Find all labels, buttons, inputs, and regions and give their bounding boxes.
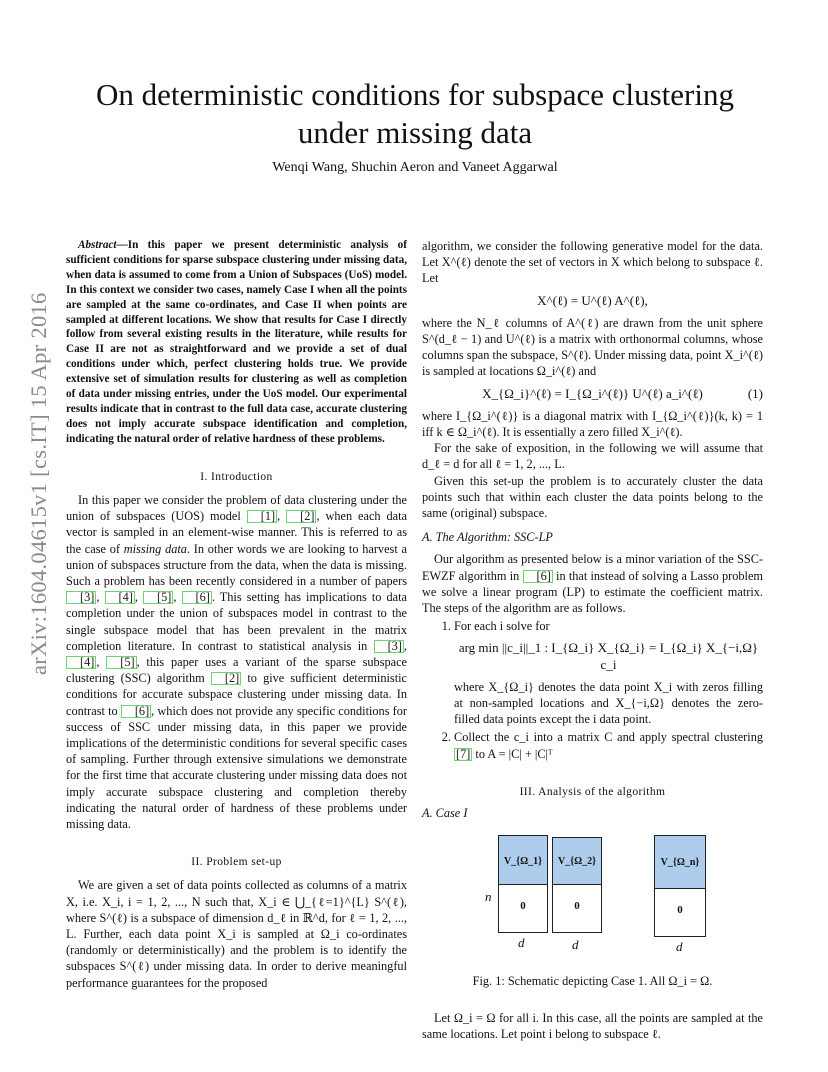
arxiv-identifier: arXiv:1604.04615v1 [cs.IT] 15 Apr 2016 [26,292,51,675]
intro-text: In this paper we consider the problem of data clustering under the union of subspaces (UOS) model [66,492,407,524]
citation-6[interactable]: [6] [121,705,151,718]
intro-text: , which does not provide any specific conditions for success of SSC under missing data, in this paper we provide implications of the deterministic conditions for several specific cases of sampling. Further through extensive simulations we demonstrate for the first time that accurate clustering under missing data does not imply accurate subspace clustering and completion thereby indicating the natural order of hardness of these problems under missing data. [66,703,407,831]
intro-emph: missing data [123,541,187,556]
step-2-text: Collect the c_i into a matrix C and apply spectral clustering [454,730,763,745]
citation-4[interactable]: [4] [105,591,135,604]
abstract-text: —In this paper we present deterministic analysis of sufficient conditions for sparse subspace clustering under missing data, when data is assumed to come from a Union of Subspaces (UoS) model. In this context we consider two cases, namely Case I when all the points are sampled at the same co-ordinates, and Case II when points are sampled at different locations. We show that results for Case I directly follow from several existing results in the literature, while results for Case II are not as straightforward and we provide a set of dual conditions under which, perfect clustering holds true. We provide extensive set of simulation results for clustering as well as completion of data under missing entries, under the UoS model. Our experimental results indicate that in contrast to the full data case, accurate clustering does not imply accurate subspace identification and completion, indicating the natural order of relative hardness of these problems. [66,239,407,445]
case-1-paragraph: Let Ω_i = Ω for all i. In this case, all the points are sampled at the same locations. Let point i belong to subspace ℓ. [422,1010,763,1041]
block-1-label: V_{Ω_1} [503,856,543,868]
citation-3[interactable]: [3] [66,591,96,604]
title-line-1: On deterministic conditions for subspace clustering [96,77,734,112]
subsection-case-1-heading: A. Case I [422,806,468,821]
block-n [654,835,706,937]
block-1-zero: 0 [520,900,526,913]
equation-model: X^(ℓ) = U^(ℓ) A^(ℓ), [537,292,648,308]
model-paragraph: algorithm, we consider the following generative model for the data. Let X^(ℓ) denote the set of vectors in X which belong to subspace ℓ. Let [422,239,763,286]
section-introduction-heading: I. Introduction [200,470,273,483]
paper-title [60,76,770,152]
citation-2[interactable]: [2] [211,672,241,685]
step-2-text: to A = |C| + |C|ᵀ [472,746,553,761]
exposition-paragraph: For the sake of exposition, in the following we will assume that d_ℓ = d for all ℓ = 1, 2, ..., L. [422,441,763,472]
citation-7[interactable]: [7] [456,746,471,761]
citation-6[interactable]: [6] [523,570,553,583]
intro-sep: , [277,509,287,524]
algorithm-step-2 [454,729,763,761]
block-2-label: V_{Ω_2} [557,856,597,868]
setup-paragraph: We are given a set of data points collected as columns of a matrix X, i.e. X_i, i = 1, 2, ..., N such that, X_i ∈ ⋃_{ℓ=1}^{L} S^(ℓ), where S^(ℓ) is a subspace of dimension d_ℓ in ℝ^d, for ℓ = 1, 2, ..., L. Further, each data point X_i is sampled at Ω_i co-ordinates (randomly or deterministically) and the problem is to identify the subspaces S^(ℓ) under missing data. In order to derive meaningful performance guarantees for the proposed [66,878,407,990]
equation-lp: arg min ||c_i||_1 : I_{Ω_i} X_{Ω_i} = I_{Ω_i} X_{−i,Ω} c_i [458,640,759,672]
intro-text: , this paper uses a variant of the sparse subspace clustering (SSC) algorithm [66,654,407,686]
step-1-text: For each i solve for [454,619,550,634]
figure-label-d: d [518,935,525,951]
subsection-algorithm-heading: A. The Algorithm: SSC-LP [422,530,553,545]
figure-1-caption: Fig. 1: Schematic depicting Case 1. All Ω_i = Ω. [472,974,713,989]
figure-label-d: d [676,939,683,955]
intro-text: . This setting has implications to data completion under the union of subspaces model in contrast to the single subspace model that has been prevalent in the matrix completion literature. In contrast to statistical analysis in [66,590,408,653]
model-description: where the N_ℓ columns of A^(ℓ) are drawn from the unit sphere S^(d_ℓ − 1) and U^(ℓ) is a matrix with orthonormal columns, whose columns span the subspace, S^(ℓ). Under missing data, point X_i^(ℓ) is sampled at locations Ω_i^(ℓ) and [422,315,763,379]
intro-text: , when each data vector is sampled in an element-wise manner. This is referred to as the case of [66,509,408,556]
citation-6[interactable]: [6] [182,591,212,604]
goal-paragraph: Given this set-up the problem is to accurately cluster the data points such that within each cluster the data points belong to the same (original) subspace. [422,473,763,521]
equation-1-number: (1) [747,385,763,401]
block-2 [552,837,602,933]
indicator-description: where I_{Ω_i^(ℓ)} is a diagonal matrix with I_{Ω_i^(ℓ)}(k, k) = 1 iff k ∈ Ω_i^(ℓ). It is essentially a zero filled X_i^(ℓ). [422,408,763,440]
abstract [66,238,407,447]
figure-label-n: n [485,889,492,905]
algorithm-text: in that instead of solving a Lasso problem we solve a linear program (LP) to estimate the coefficient matrix. The steps of the algorithm are as follows. [422,568,763,616]
authors: Wenqi Wang, Shuchin Aeron and Vaneet Aggarwal [272,160,558,175]
algorithm-steps [422,618,763,762]
algorithm-paragraph [422,551,763,616]
algorithm-step-1 [454,618,763,727]
left-column [66,238,407,991]
intro-text: . In other words we are looking to harvest a union of subspaces structure from the data, when the data is missing. Such a problem has been recently considered in a number of papers [66,541,407,588]
block-2-zero: 0 [574,900,580,913]
right-column [422,238,763,1042]
intro-paragraph: In this paper we consider the problem of data clustering under the union of subspaces (UOS) model [1] , [2] , when each data vector is sampled in an element-wise manner. This is referred to as the case of missing data. In other words we are looking to harvest a union of subspaces structure from the data, when the data is missing. Such a problem has been recently considered in a number of papers [3] , [4] , [5] , [6] . This setting has implications to data completion under the union of subspaces model in contrast to the single subspace model that has been prevalent in the matrix completion literature. In contrast to statistical analysis in [3] , [4] , [5] , this paper uses a variant of the sparse subspace clustering (SSC) algorithm [2] to give sufficient deterministic conditions for accurate subspace clustering under missing data. In contrast to [6] , which does not provide any specific conditions for success of SSC under missing data, in this paper we provide implications of the deterministic conditions for several specific cases of sampling. Further through extensive simulations we demonstrate for the first time that accurate clustering under missing data does not imply accurate subspace clustering and completion thereby indicating the natural order of hardness of these problems under missing data. [66,492,408,831]
figure-1 [422,835,763,963]
step-1-detail: where X_{Ω_i} denotes the data point X_i with zeros filling at non-sampled locations and X_{−i,Ω} denotes the zero-filled data points except the i data point. [454,679,763,727]
title-line-2: under missing data [297,115,533,150]
citation-4[interactable]: [4] [66,656,96,669]
section-analysis-heading: III. Analysis of the algorithm [519,785,666,798]
block-n-label: V_{Ω_n} [660,857,700,869]
figure-label-d: d [572,937,579,953]
abstract-label: Abstract [78,239,117,251]
algorithm-text: Our algorithm as presented below is a minor variation of the SSC-EWZF algorithm in [422,552,763,583]
section-problem-setup-heading: II. Problem set-up [191,856,282,869]
block-n-zero: 0 [677,904,683,917]
equation-1 [422,386,763,402]
block-1 [498,835,548,933]
intro-text: to give sufficient deterministic conditions for accurate subspace clustering under missing data. In contrast to [66,671,407,718]
citation-2[interactable]: [2] [286,510,316,523]
citation-3[interactable]: [3] [374,640,404,653]
citation-5[interactable]: [5] [143,591,173,604]
citation-1[interactable]: [1] [247,510,277,523]
citation-5[interactable]: [5] [106,656,136,669]
equation-1-body: X_{Ω_i}^(ℓ) = I_{Ω_i^(ℓ)} U^(ℓ) a_i^(ℓ) [482,385,703,401]
